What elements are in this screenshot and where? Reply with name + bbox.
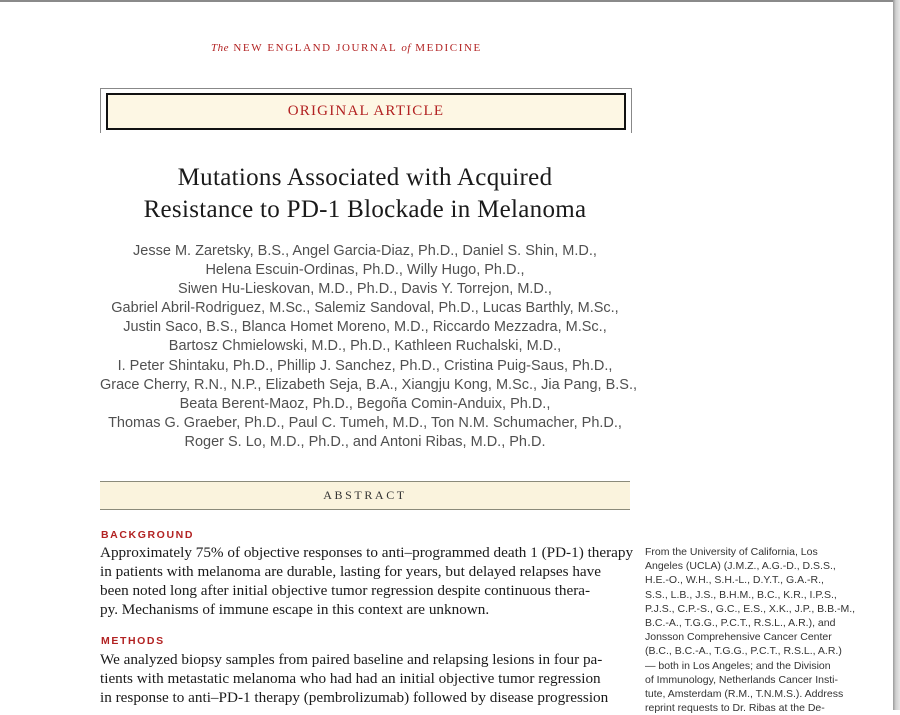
author-line: Thomas G. Graeber, Ph.D., Paul C. Tumeh, M.D., Ton N.M. Schumacher, Ph.D., [108,414,622,431]
text-line: py. Mechanisms of immune escape in this context are unknown. [100,601,490,618]
article-title [100,162,630,226]
journal-header [211,42,482,54]
title-line-2: Resistance to PD-1 Blockade in Melanoma [143,196,587,223]
journal-name-part2: MEDICINE [415,42,482,54]
affiliation-line: Angeles (UCLA) (J.M.Z., A.G.-D., D.S.S., [645,560,836,573]
author-line: Helena Escuin-Ordinas, Ph.D., Willy Hugo, Ph.D., [205,262,525,279]
affiliations-sidebar [645,545,856,715]
text-line: in patients with melanoma are durable, lasting for years, but delayed relapses have [100,563,602,580]
viewer-edge [893,0,900,710]
article-type-label: ORIGINAL ARTICLE [287,103,445,119]
affiliation-line: (B.C., B.C.-A., T.G.G., P.C.T., R.S.L., A.R.) [645,645,842,658]
journal-name-part1: NEW ENGLAND JOURNAL [233,42,397,54]
author-line: Justin Saco, B.S., Blanca Homet Moreno, M.D., Riccardo Mezzadra, M.Sc., [123,319,607,336]
text-line: We analyzed biopsy samples from paired baseline and relapsing lesions in four pa- [100,651,603,668]
affiliation-line: P.J.S., C.P.-S., G.C., E.S., X.K., J.P., B.B.-M., [645,602,856,615]
author-line: Grace Cherry, R.N., N.P., Elizabeth Seja, B.A., Xiangju Kong, M.Sc., Jia Pang, B.S., [100,376,638,393]
text-line: in response to anti–PD-1 therapy (pembrolizumab) followed by disease progression [100,689,609,706]
affiliation-line: Jonsson Comprehensive Cancer Center [645,631,832,644]
affiliation-line: — both in Los Angeles; and the Division [645,659,831,672]
affiliation-line: S.S., L.B., J.S., B.H.M., B.C., K.R., I.P.S., [645,588,837,601]
affiliation-line: B.C.-A., T.G.G., P.C.T., R.S.L., A.R.), and [645,617,836,630]
author-line: Roger S. Lo, M.D., Ph.D., and Antoni Ribas, M.D., Ph.D. [184,433,546,450]
methods-text [100,650,631,707]
affiliation-line: tute, Amsterdam (R.M., T.N.M.S.). Address [645,688,844,701]
author-line: Jesse M. Zaretsky, B.S., Angel Garcia-Diaz, Ph.D., Daniel S. Shin, M.D., [133,243,597,259]
journal-of: of [401,42,411,54]
author-line: I. Peter Shintaku, Ph.D., Phillip J. Sanchez, Ph.D., Cristina Puig-Saus, Ph.D., [117,357,613,374]
abstract-header-bar [100,481,630,510]
abstract-label: ABSTRACT [323,488,407,502]
page-top-border [0,0,893,2]
journal-the: The [211,42,229,54]
text-line: Approximately 75% of objective responses to anti–programmed death 1 (PD-1) therapy [100,544,634,561]
affiliation-line: reprint requests to Dr. Ribas at the De- [645,702,825,715]
author-line: Gabriel Abril-Rodriguez, M.Sc., Salemiz Sandoval, Ph.D., Lucas Barthly, M.Sc., [111,300,619,317]
affiliation-line: of Immunology, Netherlands Cancer Insti- [645,673,838,686]
affiliation-line: From the University of California, Los [645,546,818,558]
background-heading: BACKGROUND [101,529,194,541]
title-line-1: Mutations Associated with Acquired [177,164,553,191]
methods-heading: METHODS [101,635,165,647]
article-type-banner [106,93,626,130]
background-text [100,543,634,619]
author-list [100,242,638,452]
text-line: been noted long after initial objective tumor regression despite continuous thera- [100,582,591,599]
affiliation-line: H.E.-O., W.H., S.H.-L., D.Y.T., G.A.-R., [645,574,824,587]
author-line: Bartosz Chmielowski, M.D., Ph.D., Kathleen Ruchalski, M.D., [168,338,562,355]
text-line: tients with metastatic melanoma who had had an initial objective tumor regression [100,670,601,687]
author-line: Beata Berent-Maoz, Ph.D., Begoña Comin-Anduix, Ph.D., [179,395,551,412]
author-line: Siwen Hu-Lieskovan, M.D., Ph.D., Davis Y. Torrejon, M.D., [178,281,552,298]
